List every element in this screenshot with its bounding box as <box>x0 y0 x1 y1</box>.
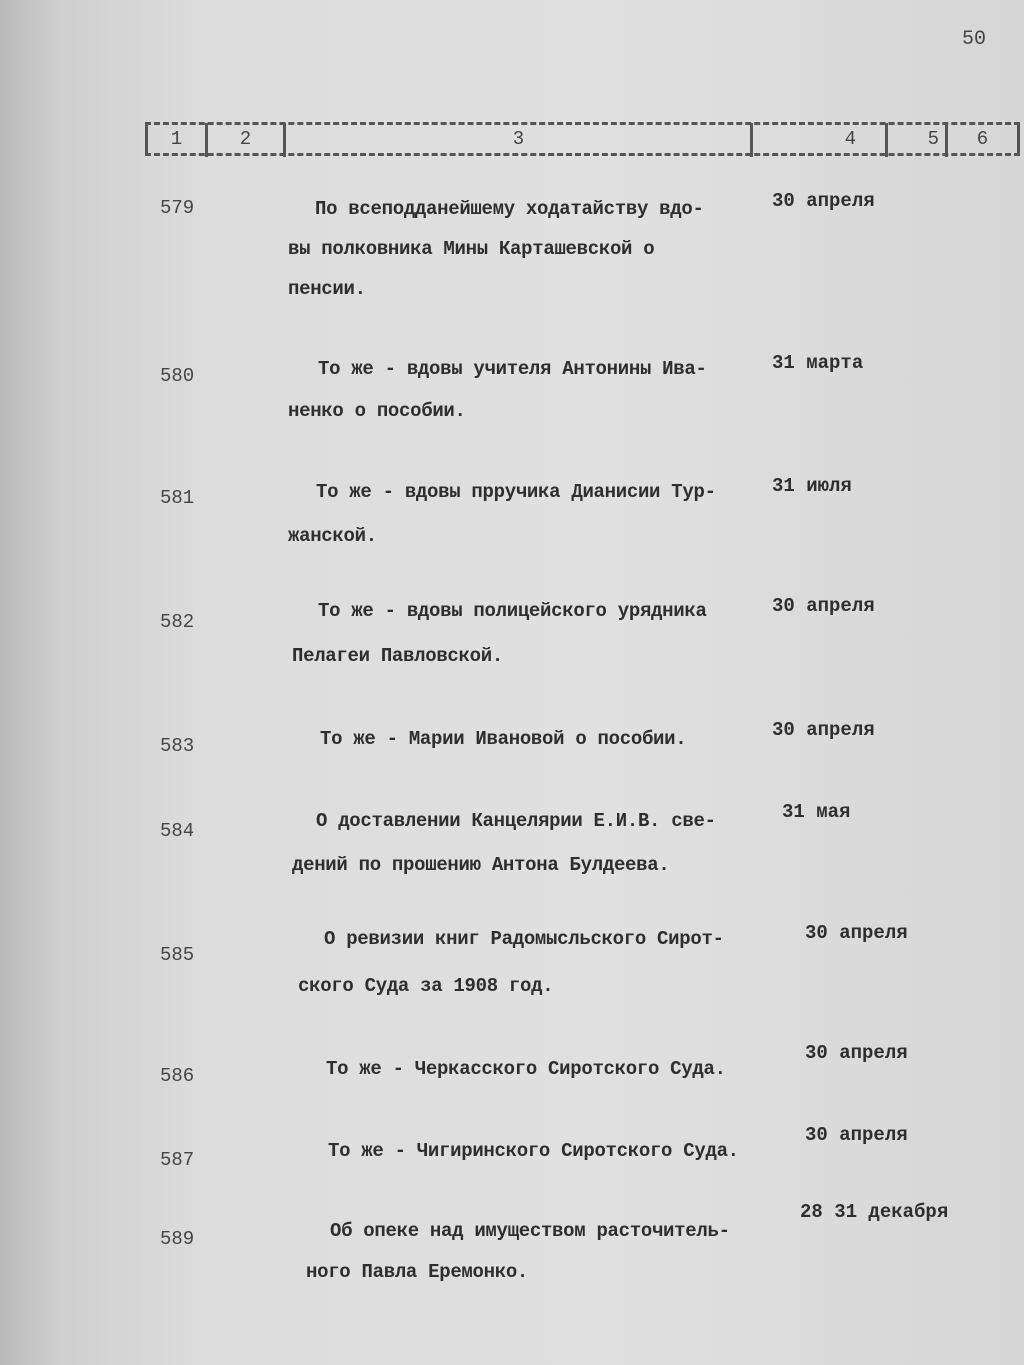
entry-date: 30 апреля <box>772 719 875 741</box>
entry-date: 31 июля <box>772 475 852 497</box>
entry-number: 582 <box>160 611 195 633</box>
entry-date: 30 апреля <box>805 922 908 944</box>
entry-description-line: Об опеке над имуществом расточитель- <box>330 1220 730 1242</box>
entry-number: 587 <box>160 1149 195 1171</box>
entry-number: 585 <box>160 944 195 966</box>
entry-date: 30 апреля <box>772 595 875 617</box>
entry-number: 580 <box>160 365 195 387</box>
entry-description-line: ского Суда за 1908 год. <box>298 975 554 997</box>
entry-number: 579 <box>160 197 195 219</box>
column-header-6: 6 <box>976 128 989 150</box>
entry-number: 583 <box>160 735 195 757</box>
column-header-1: 1 <box>170 128 183 150</box>
entry-description-line: О доставлении Канцелярии Е.И.В. све- <box>316 810 716 832</box>
entry-description-line: То же - Чигиринского Сиротского Суда. <box>328 1140 739 1162</box>
entry-description-line: дений по прошению Антона Булдеева. <box>292 854 670 876</box>
entry-description-line: То же - Марии Ивановой о пособии. <box>320 728 687 750</box>
entry-description-line: По всеподданейшему ходатайству вдо- <box>315 198 704 220</box>
entry-description-line: То же - вдовы прручика Дианисии Тур- <box>316 481 716 503</box>
entry-date: 31 мая <box>782 801 851 823</box>
entry-description-line: О ревизии книг Радомысльского Сирот- <box>324 928 724 950</box>
entry-date: 30 апреля <box>805 1124 908 1146</box>
entry-date: 30 апреля <box>772 190 875 212</box>
entry-description-line: То же - Черкасского Сиротского Суда. <box>326 1058 726 1080</box>
entry-date: 28 31 декабря <box>800 1201 949 1223</box>
entry-number: 584 <box>160 820 195 842</box>
entry-number: 581 <box>160 487 195 509</box>
entry-description-line: вы полковника Мины Карташевской о <box>288 238 655 260</box>
column-header-3: 3 <box>512 128 525 150</box>
entry-date: 31 марта <box>772 352 864 374</box>
entry-number: 589 <box>160 1228 195 1250</box>
column-header-row <box>145 122 1020 156</box>
entry-date: 30 апреля <box>805 1042 908 1064</box>
column-header-2: 2 <box>239 128 252 150</box>
entry-description-line: То же - вдовы учителя Антонины Ива- <box>318 358 707 380</box>
entry-description-line: жанской. <box>288 525 377 547</box>
entry-number: 586 <box>160 1065 195 1087</box>
entry-description-line: ненко о пособии. <box>288 400 466 422</box>
entry-description-line: пенсии. <box>288 278 366 300</box>
entry-description-line: То же - вдовы полицейского урядника <box>318 600 707 622</box>
column-header-4: 4 <box>844 128 856 150</box>
column-header-5: 5 <box>927 128 939 150</box>
page-number: 50 <box>962 28 987 51</box>
entry-description-line: ного Павла Еремонко. <box>306 1261 529 1283</box>
entry-description-line: Пелагеи Павловской. <box>292 645 503 667</box>
